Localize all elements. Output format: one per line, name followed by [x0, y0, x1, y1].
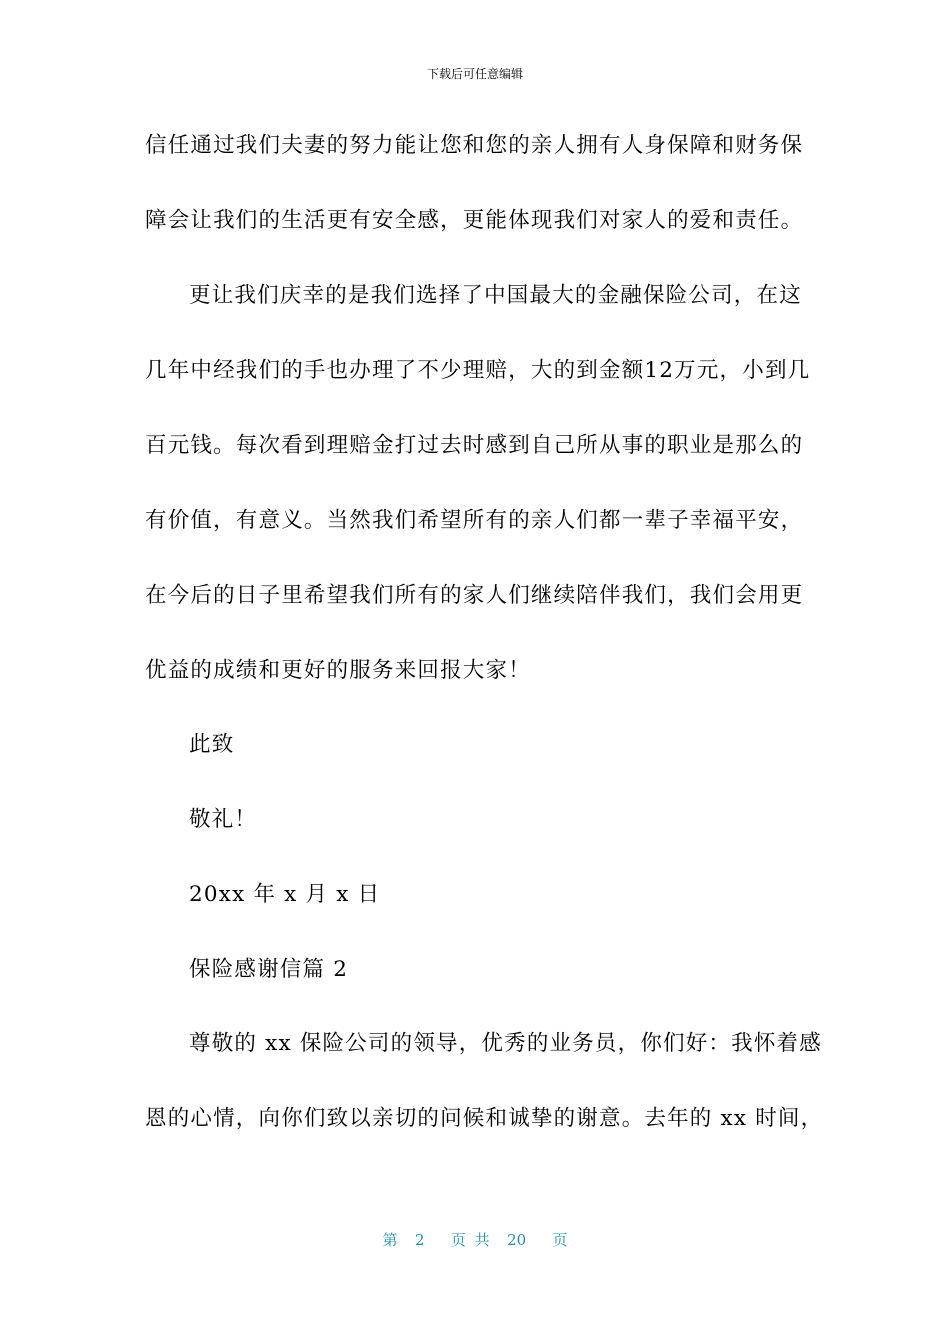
body-line-7: 在今后的日子里希望我们所有的家人们继续陪伴我们，我们会用更 [145, 583, 804, 608]
body-line-1: 信任通过我们夫妻的努力能让您和您的亲人拥有人身保障和财务保 [145, 133, 804, 158]
body-line-8: 优益的成绩和更好的服务来回报大家！ [145, 658, 531, 683]
page-header: 下载后可任意编辑 [426, 67, 523, 81]
body-line-5: 百元钱。每次看到理赔金打过去时感到自己所从事的职业是那么的 [145, 433, 804, 458]
page-footer: 第 2 页 共 20 页 [382, 1231, 568, 1249]
body-line-13: 尊敬的 xx 保险公司的领导，优秀的业务员，你们好：我怀着感 [189, 1031, 822, 1056]
body-line-14: 恩的心情，向你们致以亲切的问候和诚挚的谢意。去年的 xx 时间， [145, 1106, 824, 1131]
letter-date: 20xx 年 x 月 x 日 [189, 882, 381, 907]
section-title: 保险感谢信篇 2 [189, 957, 349, 982]
body-line-2: 障会让我们的生活更有安全感，更能体现我们对家人的爱和责任。 [145, 208, 804, 233]
closing-salutation: 此致 [189, 732, 235, 757]
body-line-4: 几年中经我们的手也办理了不少理赔，大的到金额12万元，小到几 [145, 358, 811, 383]
body-line-6: 有价值，有意义。当然我们希望所有的亲人们都一辈子幸福平安， [145, 508, 804, 533]
body-line-3: 更让我们庆幸的是我们选择了中国最大的金融保险公司，在这 [189, 283, 802, 308]
closing-regards: 敬礼！ [189, 807, 258, 832]
